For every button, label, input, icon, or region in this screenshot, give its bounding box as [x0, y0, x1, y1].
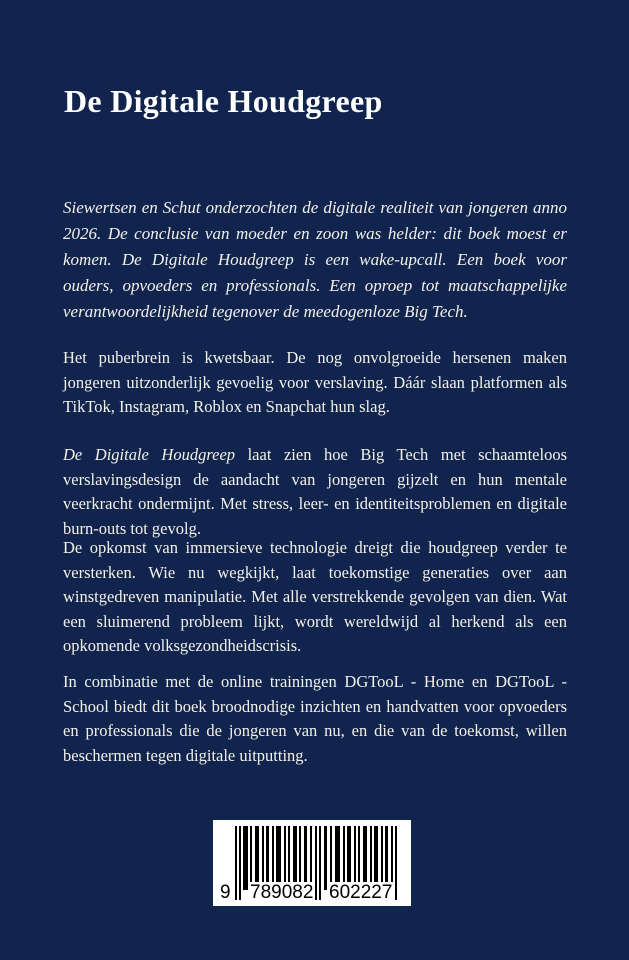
- body-paragraph-3: De opkomst van immersieve technologie dreigt die houdgreep verder te versterken. Wie nu wegkijkt, laat toekomstige generaties over aan winstgedreven manipulatie. Met alle verstrekkende gevolgen van dien. Wat een sluimerend probleem lijkt, wordt wereldwijd al herkend als een opkomende volksgezondheidscrisis.: [63, 538, 567, 655]
- body-paragraph-2: [63, 443, 567, 541]
- body-paragraph-4: In combinatie met de online trainingen DGTooL - Home en DGTooL - School biedt dit boek broodnodige inzichten en handvatten voor opvoeders en professionals die de jongeren van nu, en die van de toekomst, willen beschermen tegen digitale uitputting.: [63, 672, 567, 765]
- book-title: De Digitale Houdgreep: [64, 83, 383, 119]
- isbn-prefix: 9: [220, 882, 231, 903]
- intro-paragraph: Siewertsen en Schut onderzochten de digitale realiteit van jongeren anno 2026. De conclusie van moeder en zoon was helder: dit boek moest er komen. De Digitale Houdgreep is een wake-upcall. Een boek voor ouders, opvoeders en professionals. Een oproep tot maatschappelijke verantwoordelijkheid tegenover de meedogenloze Big Tech.: [63, 198, 567, 321]
- isbn-group-2: 602227: [329, 882, 393, 903]
- book-title-emphasis: De Digitale Houdgreep: [63, 445, 236, 464]
- body-paragraph-1: Het puberbrein is kwetsbaar. De nog onvolgroeide hersenen maken jongeren uitzonderlijk gevoelig voor verslaving. Dáár slaan platformen als TikTok, Instagram, Roblox en Snapchat hun slag.: [63, 348, 567, 416]
- isbn-group-1: 789082: [250, 882, 314, 903]
- isbn-barcode: [213, 820, 411, 906]
- body-paragraph-2-text: laat zien hoe Big Tech met schaamteloos verslavingsdesign de aandacht van jongeren gijzelt en hun mentale veerkracht ondermijnt. Met stress, leer- en identiteitsproblemen en digitale burn-outs tot gevolg.: [63, 445, 568, 538]
